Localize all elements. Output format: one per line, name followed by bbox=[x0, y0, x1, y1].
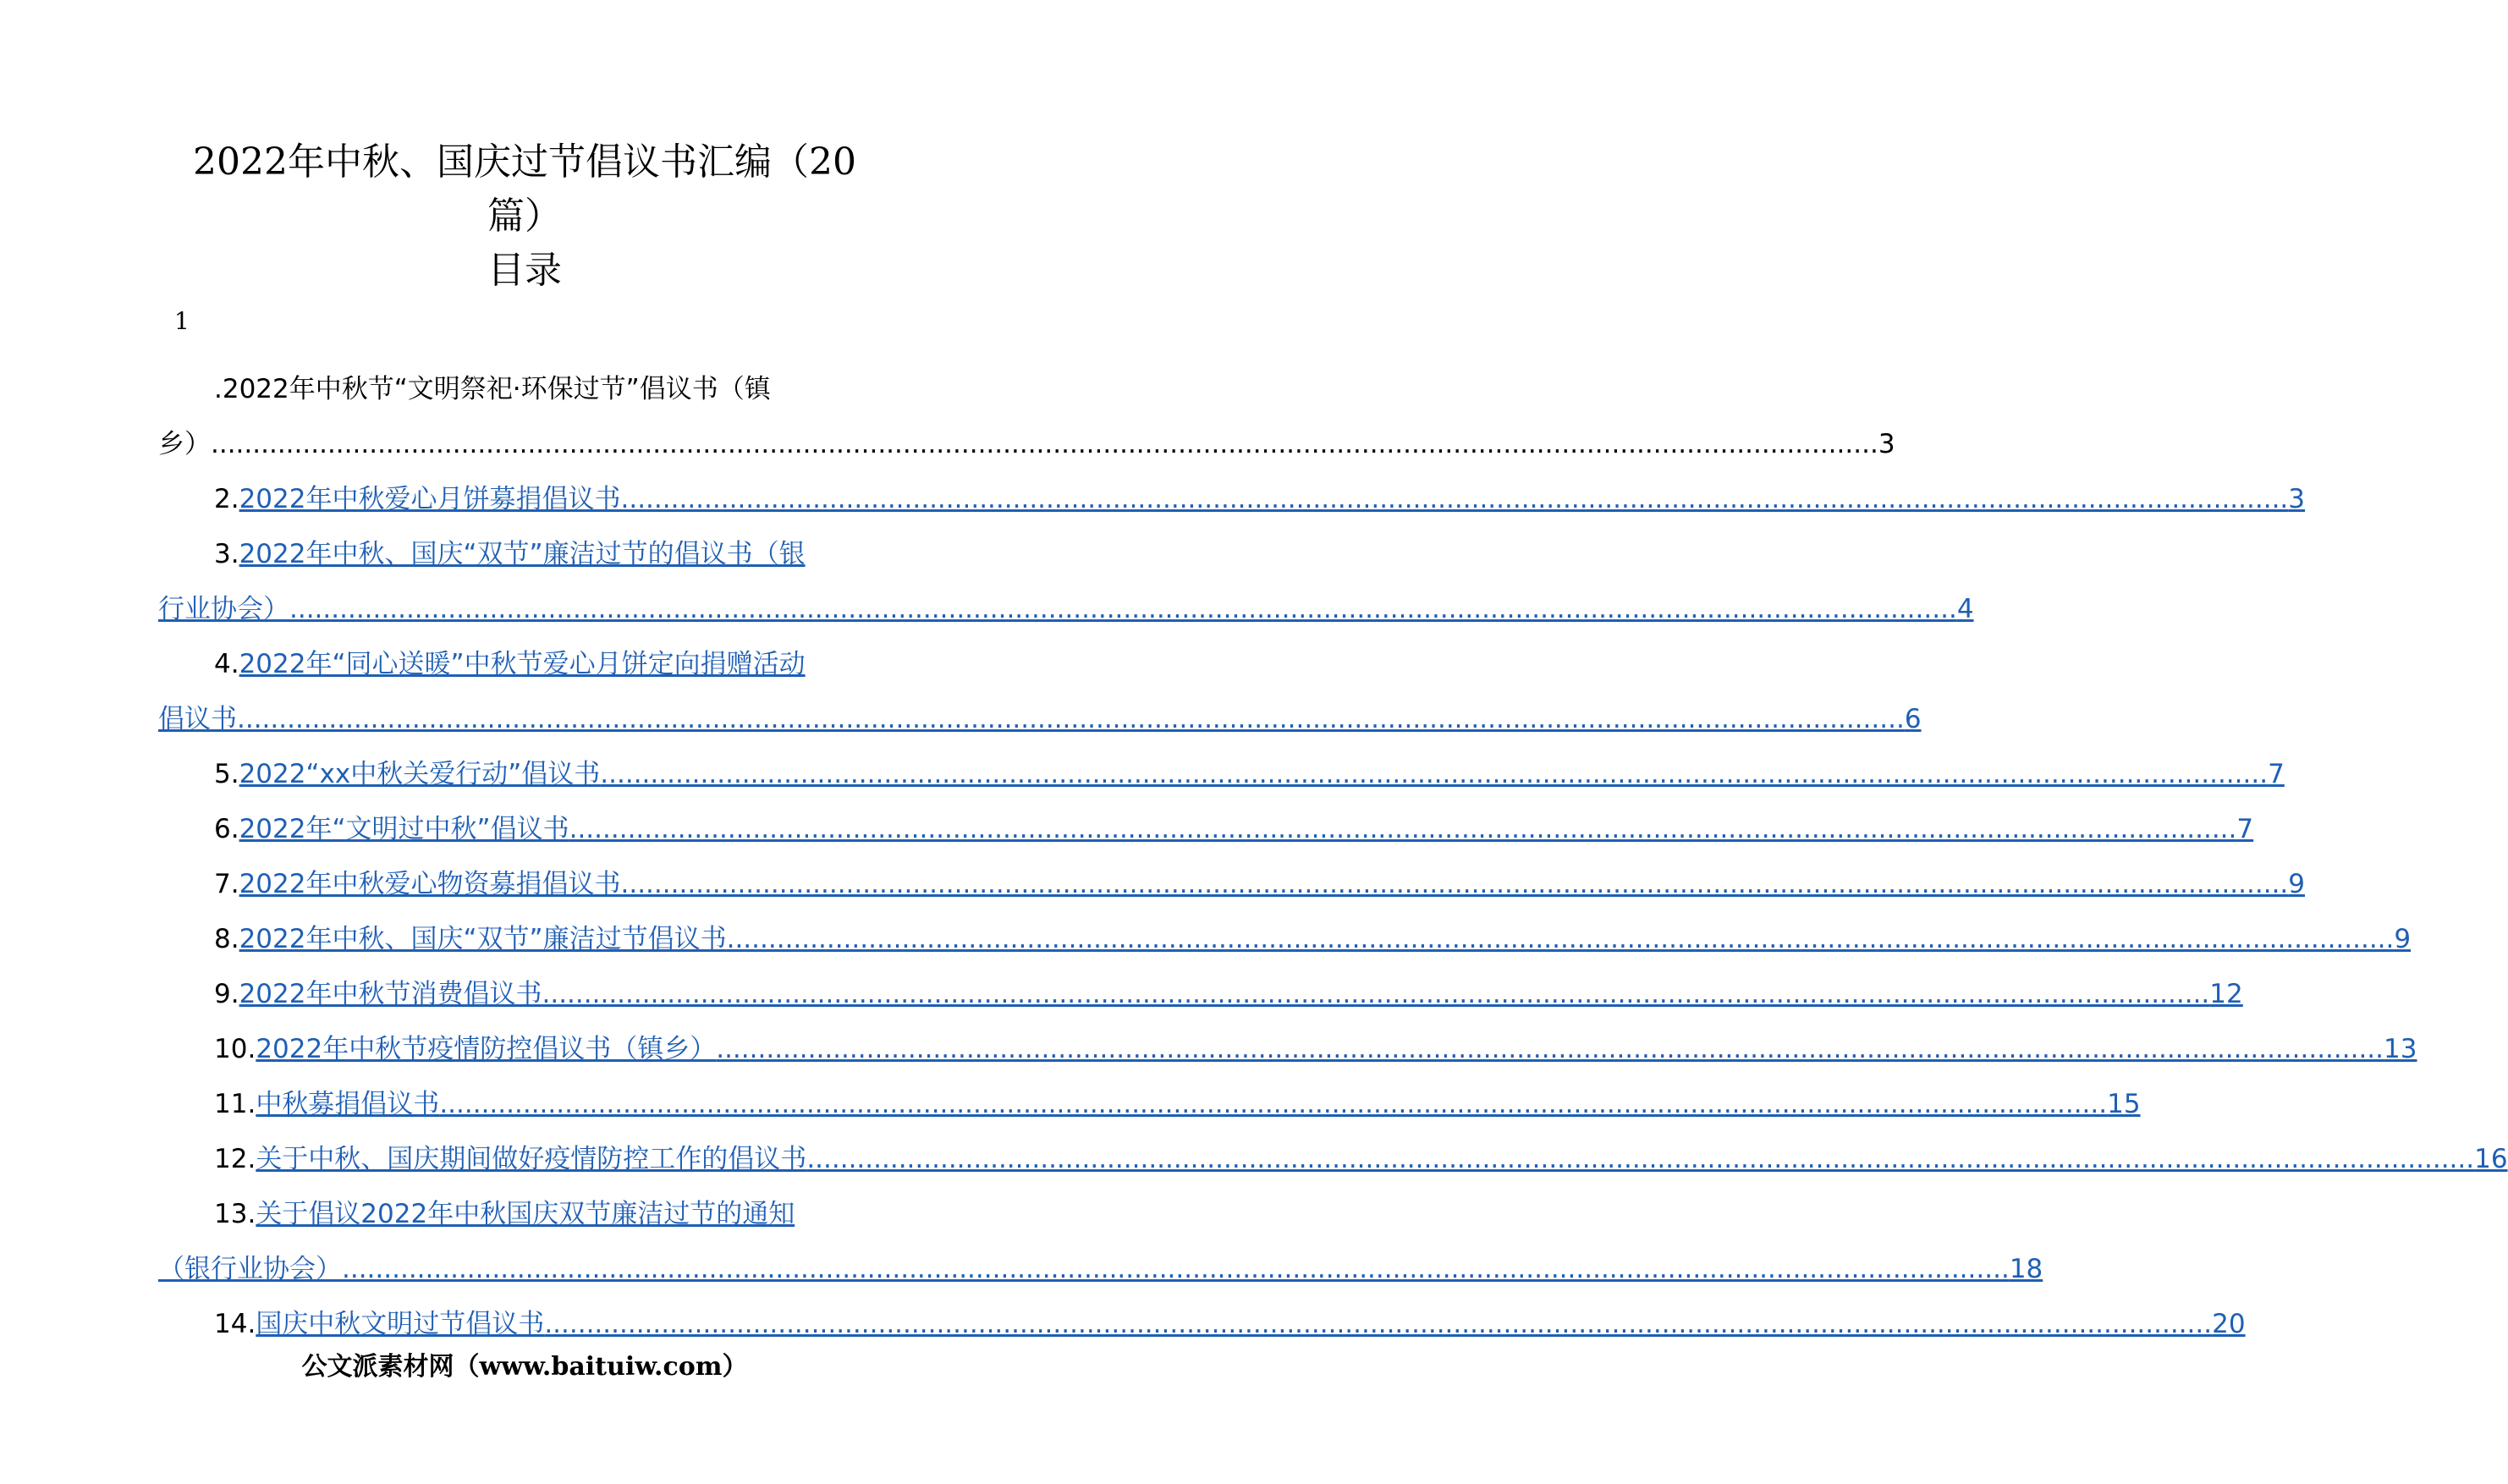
toc-entry-link[interactable]: 2022年“同心送暖”中秋节爱心月饼定向捐赠活动 bbox=[239, 649, 806, 679]
toc-page-number[interactable]: 7 bbox=[2236, 814, 2254, 844]
toc-entry-link[interactable]: 2022年中秋节疫情防控倡议书（镇乡） bbox=[256, 1034, 717, 1064]
toc-entry bbox=[158, 967, 2243, 1022]
toc-entry bbox=[158, 802, 2254, 857]
toc-leader-dots: ........................................................................................................................................................................................................ bbox=[806, 1144, 2475, 1174]
toc-page-number[interactable]: 15 bbox=[2107, 1089, 2141, 1119]
toc-entry-link[interactable]: 中秋募捐倡议书 bbox=[256, 1089, 440, 1119]
toc-leader-dots: ........................................................................................................................................................................................................ bbox=[237, 704, 1905, 734]
toc-entry-link[interactable]: 2022年中秋、国庆“双节”廉洁过节的倡议书（银 bbox=[239, 539, 806, 569]
toc-entry-number: 7. bbox=[214, 869, 239, 899]
toc-page-number[interactable]: 4 bbox=[1956, 594, 1974, 624]
toc-page-number[interactable]: 7 bbox=[2268, 759, 2285, 789]
toc-entry-link[interactable]: 2022“xx中秋关爱行动”倡议书 bbox=[239, 759, 601, 789]
toc-entry bbox=[158, 747, 2285, 802]
document-title-line-1: 2022年中秋、国庆过节倡议书汇编（20 bbox=[193, 140, 856, 184]
toc-entry-number: 6. bbox=[214, 814, 239, 844]
toc-page-number[interactable]: 20 bbox=[2212, 1309, 2246, 1339]
toc-entry-number: 14. bbox=[214, 1309, 256, 1339]
toc-entry bbox=[158, 912, 2412, 967]
toc-entry-line bbox=[158, 1187, 891, 1242]
toc-leader-dots: ........................................................................................................................................................................................................ bbox=[544, 1309, 2213, 1339]
toc-entry-link[interactable]: 2022年中秋爱心物资募捐倡议书 bbox=[239, 869, 621, 899]
toc-page-number[interactable]: 18 bbox=[2009, 1254, 2043, 1284]
toc-entry-link[interactable]: 2022年中秋、国庆“双节”廉洁过节倡议书 bbox=[239, 924, 727, 954]
toc-page-number[interactable]: 9 bbox=[2288, 869, 2306, 899]
toc-page-number: 3 bbox=[1878, 429, 1895, 459]
toc-page-number[interactable]: 3 bbox=[2288, 484, 2306, 514]
footer-watermark: 公文派素材网（www.baituiw.com） bbox=[301, 1352, 748, 1382]
list-marker: 1 bbox=[174, 307, 190, 335]
toc-entry-number: 4. bbox=[214, 649, 239, 679]
toc-heading: 目录 bbox=[487, 249, 562, 292]
toc-page-number[interactable]: 13 bbox=[2384, 1034, 2417, 1064]
toc-page-number[interactable]: 6 bbox=[1904, 704, 1922, 734]
toc-entry-link[interactable]: 国庆中秋文明过节倡议书 bbox=[256, 1309, 545, 1339]
toc-entry-link-continued[interactable]: （银行业协会） bbox=[158, 1254, 342, 1284]
toc-entry-link[interactable]: 2022年中秋节消费倡议书 bbox=[239, 979, 542, 1009]
toc-entry bbox=[158, 1022, 2417, 1077]
toc-page-number[interactable]: 16 bbox=[2474, 1144, 2508, 1174]
toc-entry-line bbox=[158, 417, 1895, 472]
toc-entry-link-continued[interactable]: 倡议书 bbox=[158, 704, 237, 734]
toc-entry-link-continued: 乡） bbox=[158, 429, 211, 459]
toc-entry bbox=[158, 472, 2306, 527]
toc-entry-line bbox=[158, 637, 891, 692]
toc-leader-dots: ........................................................................................................................................................................................................ bbox=[726, 924, 2395, 954]
toc-entry-link-continued[interactable]: 行业协会） bbox=[158, 594, 289, 624]
toc-entry-line bbox=[158, 692, 1922, 747]
toc-leader-dots: ........................................................................................................................................................................................................ bbox=[620, 484, 2289, 514]
toc-entry-number: 2. bbox=[214, 484, 239, 514]
toc-leader-dots: ........................................................................................................................................................................................................ bbox=[289, 594, 1957, 624]
toc-entry-number: 13. bbox=[214, 1199, 256, 1229]
toc-leader-dots: ........................................................................................................................................................................................................ bbox=[342, 1254, 2010, 1284]
toc-leader-dots: ........................................................................................................................................................................................................ bbox=[620, 869, 2289, 899]
toc-entry-link[interactable]: 2022年中秋爱心月饼募捐倡议书 bbox=[239, 484, 621, 514]
table-of-contents bbox=[158, 362, 2508, 1352]
toc-entry-number: 8. bbox=[214, 924, 239, 954]
toc-entry bbox=[158, 1132, 2508, 1187]
toc-leader-dots: ........................................................................................................................................................................................................ bbox=[600, 759, 2269, 789]
toc-leader-dots: ........................................................................................................................................................................................................ bbox=[716, 1034, 2384, 1064]
toc-page-number[interactable]: 12 bbox=[2209, 979, 2243, 1009]
toc-entry-line bbox=[158, 362, 891, 417]
document-title-line-2: 篇） bbox=[487, 195, 562, 238]
toc-page-number[interactable]: 9 bbox=[2394, 924, 2412, 954]
toc-entry-link[interactable]: 2022年“文明过中秋”倡议书 bbox=[239, 814, 569, 844]
toc-entry-link[interactable]: 关于倡议2022年中秋国庆双节廉洁过节的通知 bbox=[256, 1199, 795, 1229]
toc-entry-number: 12. bbox=[214, 1144, 256, 1174]
toc-entry-link[interactable]: 关于中秋、国庆期间做好疫情防控工作的倡议书 bbox=[256, 1144, 807, 1174]
toc-entry-line bbox=[158, 1242, 2043, 1297]
toc-entry-number: 9. bbox=[214, 979, 239, 1009]
toc-entry-number: . bbox=[214, 374, 223, 404]
toc-entry bbox=[158, 1077, 2141, 1132]
toc-leader-dots: ........................................................................................................................................................................................................ bbox=[211, 429, 1878, 459]
toc-entry-number: 5. bbox=[214, 759, 239, 789]
toc-entry-link: 2022年中秋节“文明祭祀·环保过节”倡议书（镇 bbox=[222, 374, 771, 404]
toc-entry bbox=[158, 857, 2306, 912]
toc-entry-line bbox=[158, 527, 891, 582]
toc-leader-dots: ........................................................................................................................................................................................................ bbox=[542, 979, 2210, 1009]
toc-entry-number: 3. bbox=[214, 539, 239, 569]
toc-entry-line bbox=[158, 582, 1974, 637]
toc-entry-number: 11. bbox=[214, 1089, 256, 1119]
toc-entry-number: 10. bbox=[214, 1034, 256, 1064]
toc-entry bbox=[158, 1297, 2246, 1352]
toc-leader-dots: ........................................................................................................................................................................................................ bbox=[439, 1089, 2108, 1119]
toc-leader-dots: ........................................................................................................................................................................................................ bbox=[569, 814, 2237, 844]
